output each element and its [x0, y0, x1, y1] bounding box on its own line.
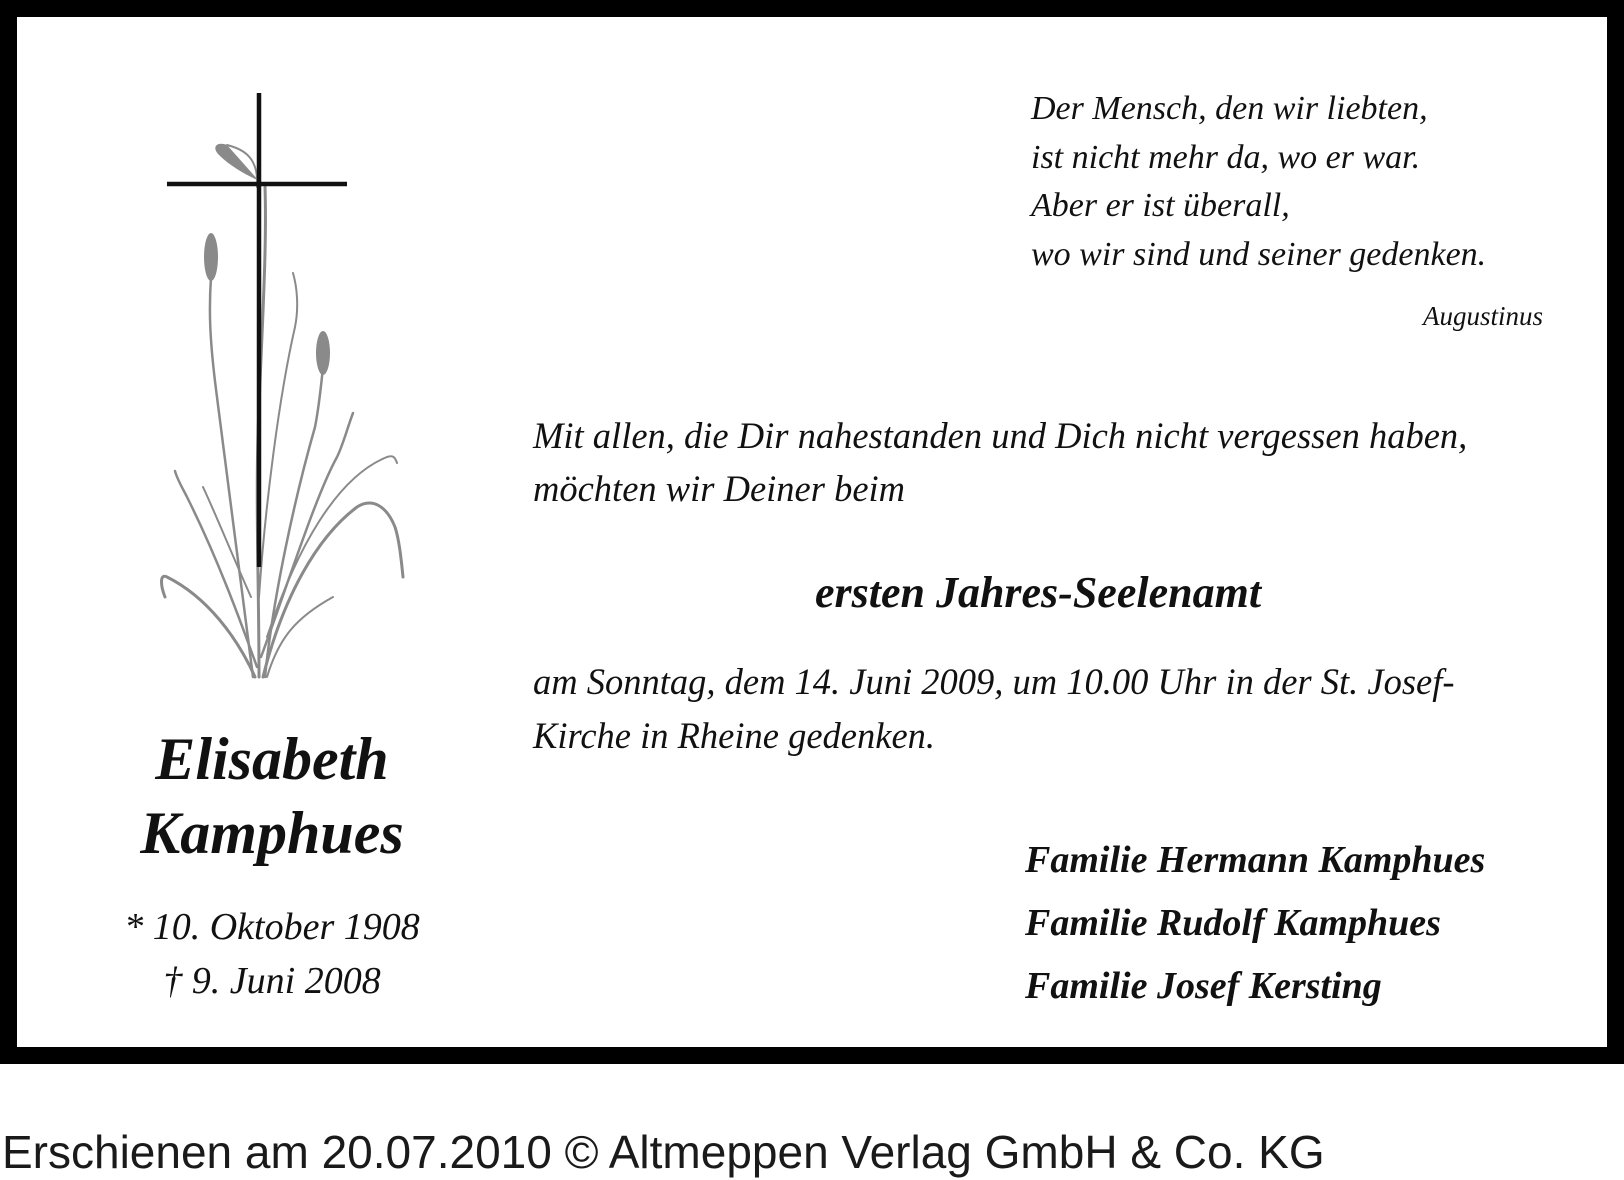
- poem-line: wo wir sind und seiner gedenken.: [1031, 235, 1487, 273]
- event-details: [533, 655, 1573, 763]
- family-name: Familie Hermann Kamphues: [1025, 839, 1486, 881]
- life-dates: [87, 900, 457, 1008]
- poem-author: Augustinus: [1422, 301, 1543, 331]
- mourning-families: [1025, 829, 1585, 1018]
- details-line: am Sonntag, dem 14. Juni 2009, um 10.00 Uhr in der St. Josef-: [533, 661, 1455, 702]
- intro-line: möchten wir Deiner beim: [533, 468, 906, 509]
- birth-date: * 10. Oktober 1908: [124, 906, 420, 948]
- deceased-name: [87, 722, 457, 870]
- deceased-first-name: Elisabeth: [155, 726, 389, 792]
- poem-line: Aber er ist überall,: [1031, 187, 1290, 224]
- cattail-heads: [204, 144, 330, 375]
- intro-line: Mit allen, die Dir nahestanden und Dich nicht vergessen haben,: [533, 415, 1468, 456]
- family-name: Familie Josef Kersting: [1025, 965, 1382, 1007]
- event-title: ersten Jahres-Seelenamt: [814, 568, 1262, 617]
- memorial-poem: [1031, 85, 1571, 279]
- details-line: Kirche in Rheine gedenken.: [533, 715, 936, 756]
- reeds-icon: [162, 145, 404, 677]
- deceased-last-name: Kamphues: [140, 800, 404, 866]
- death-date: † 9. Juni 2008: [163, 960, 381, 1002]
- publication-footer: Erschienen am 20.07.2010 © Altmeppen Verlag GmbH & Co. KG: [2, 1126, 1325, 1178]
- invitation-intro: [533, 409, 1573, 515]
- poem-line: Der Mensch, den wir liebten,: [1031, 90, 1428, 127]
- family-name: Familie Rudolf Kamphues: [1025, 902, 1441, 944]
- cross-with-reeds-illustration: [147, 77, 447, 707]
- poem-line: ist nicht mehr da, wo er war.: [1031, 138, 1421, 176]
